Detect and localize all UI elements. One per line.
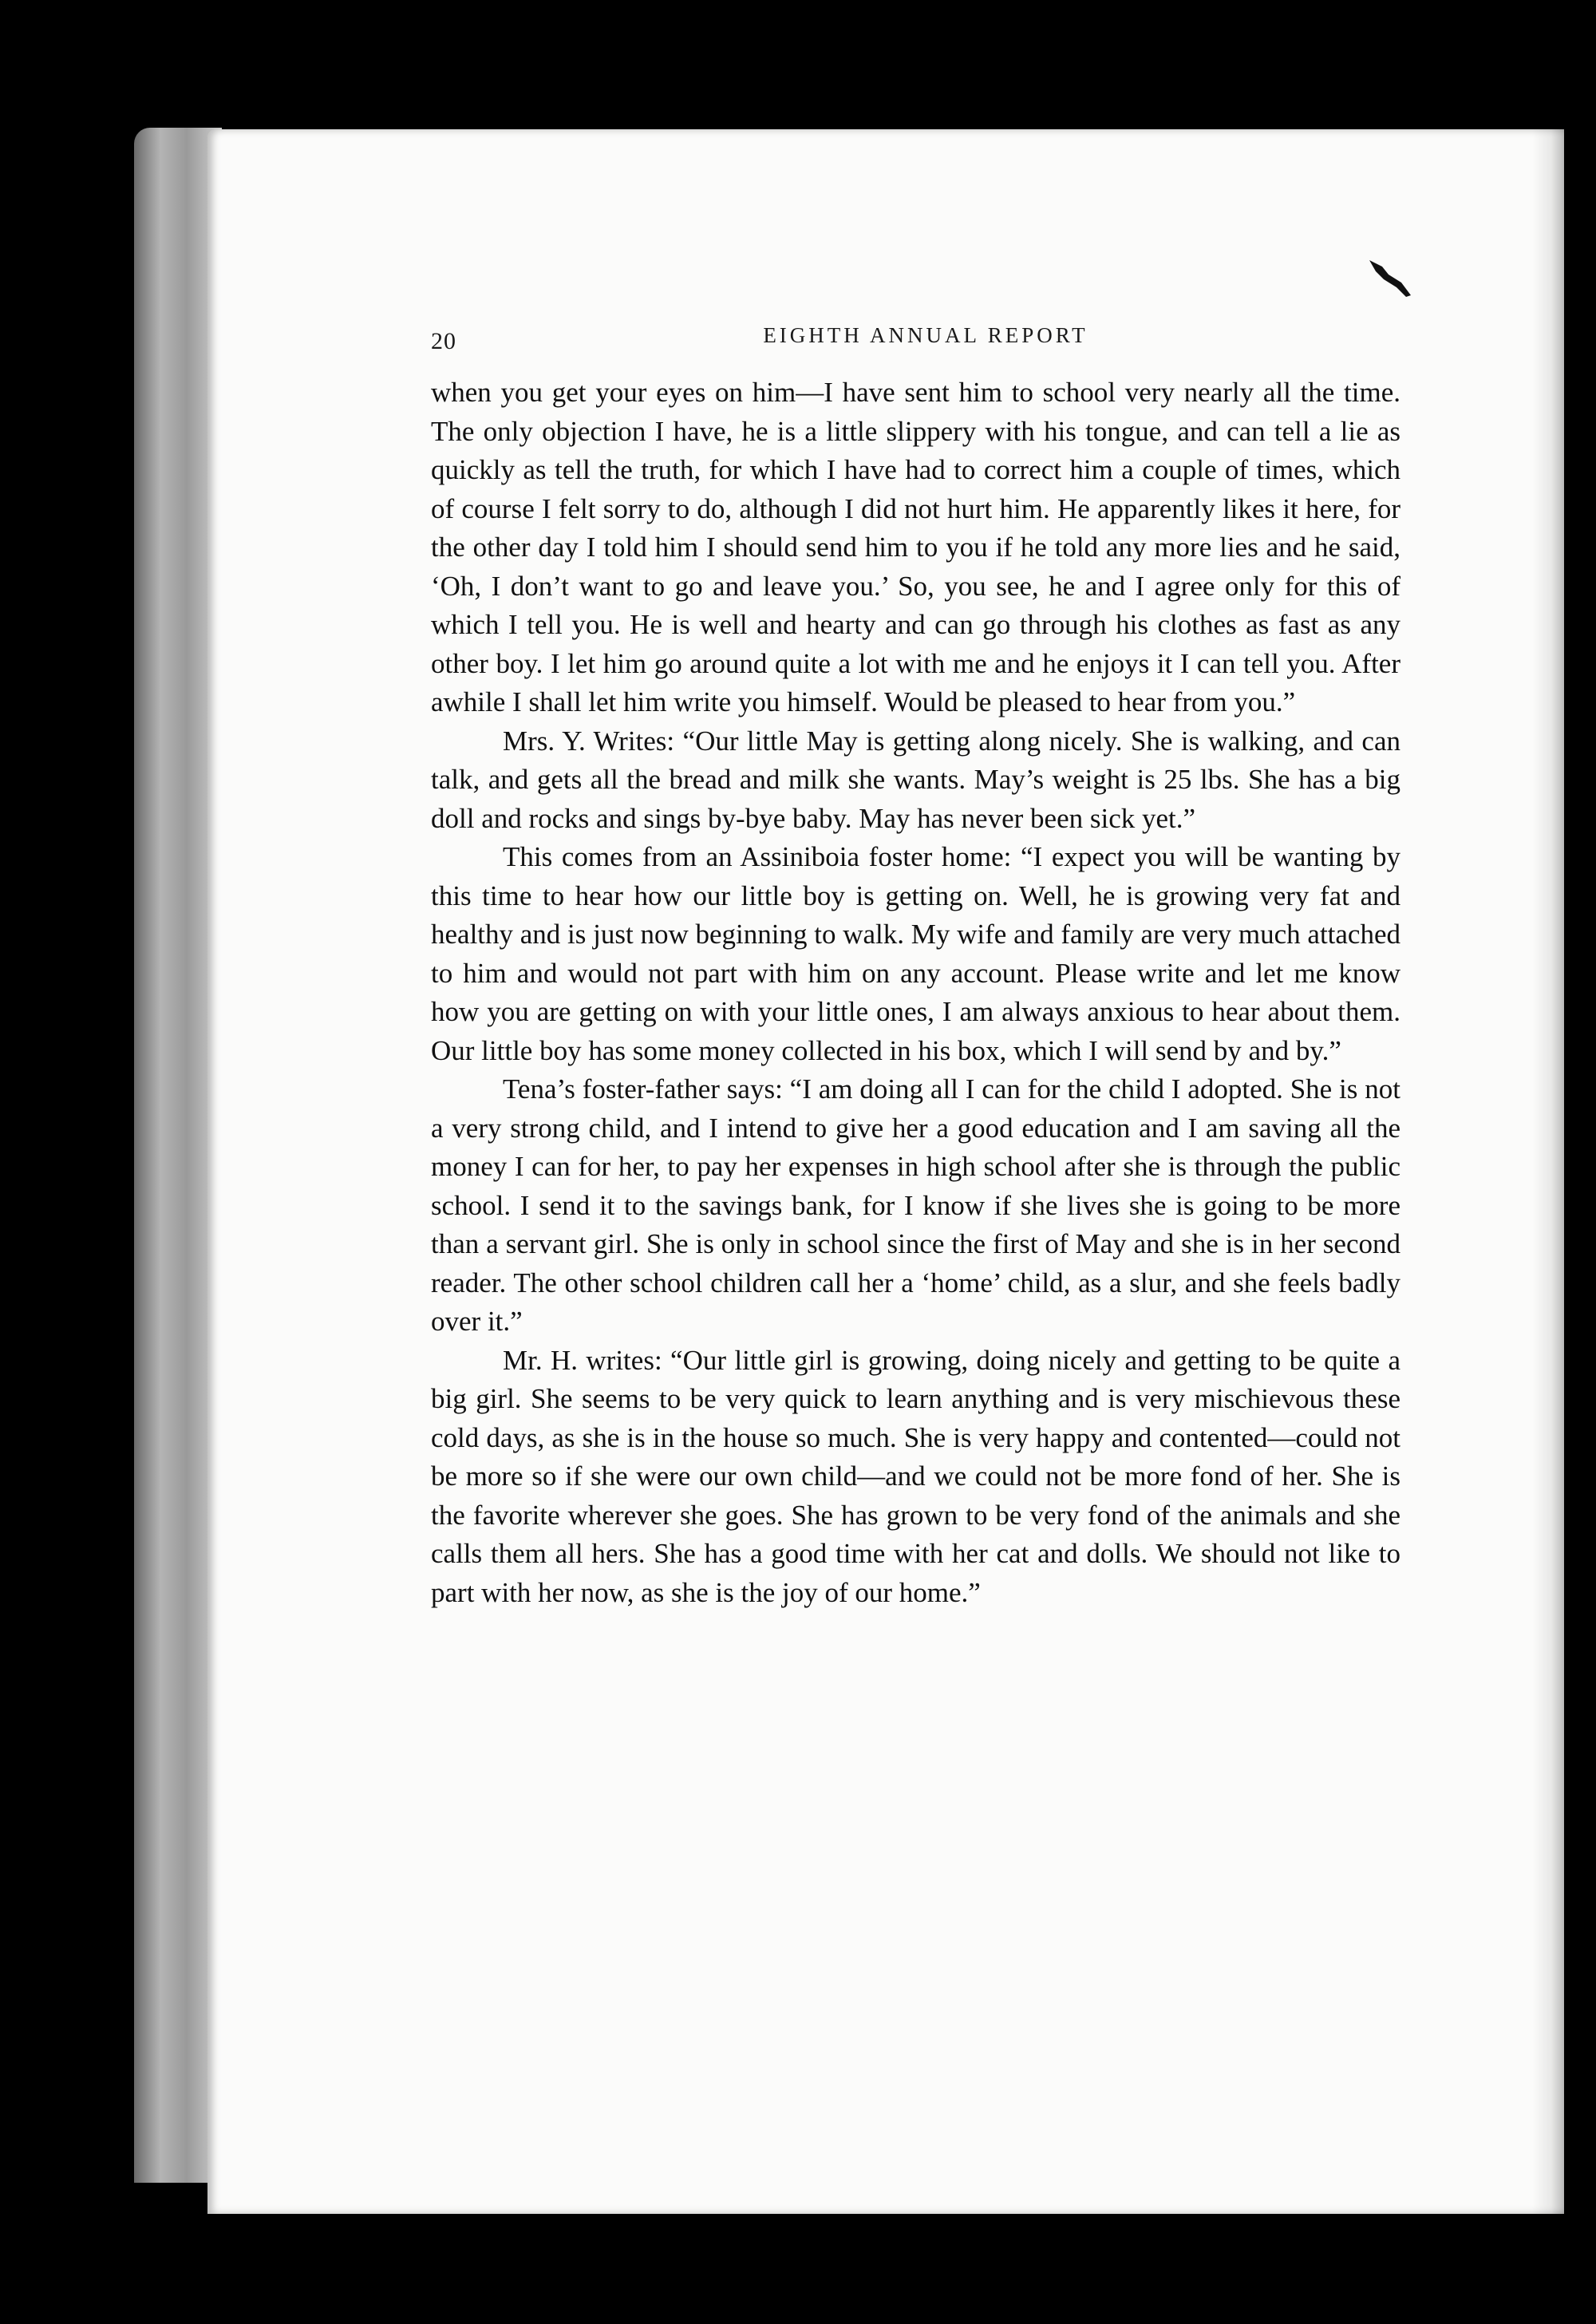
- page-shadow: [1532, 129, 1564, 2214]
- page-number: 20: [431, 328, 456, 354]
- body-text: [431, 374, 1400, 1612]
- paragraph: Mr. H. writes: “Our little girl is growing, doing nicely and getting to be quite a big girl. She seems to be very quick to learn anything and is very mischievous these cold days, as she is in the house so much. She is very happy and contented—could not be more so if she were our own child—and we could not be more fond of her. She is the favorite wherever she goes. She has grown to be very fond of the animals and she calls them all hers. She has a good time with her cat and dolls. We should not like to part with her now, as she is the joy of our home.”: [431, 1344, 1400, 1608]
- running-head: [431, 323, 1468, 362]
- ink-mark-icon: [1365, 255, 1420, 303]
- paragraph: when you get your eyes on him—I have sent him to school very nearly all the time. The only objection I have, he is a little slippery with his tongue, and can tell a lie as quickly as tell the truth, for which I have had to correct him a couple of times, which of course I felt sorry to do, although I did not hurt him. He apparently likes it here, for the other day I told him I should send him to you if he told any more lies and he said, ‘Oh, I don’t want to go and leave you.’ So, you see, he and I agree only for this of which I tell you. He is well and hearty and can go through his clothes as fast as any other boy. I let him go around quite a lot with me and he enjoys it I can tell you. After awhile I shall let him write you himself. Would be pleased to hear from you.”: [431, 377, 1400, 717]
- paragraph: Tena’s foster-father says: “I am doing all I can for the child I adopted. She is not a very strong child, and I intend to give her a good education and I am saving all the money I can for her, to pay her expenses in high school after she is through the public school. I send it to the savings bank, for I know if she lives she is going to be more than a servant girl. She is only in school since the first of May and she is in her second reader. The other school children call her a ‘home’ child, as a slur, and she feels badly over it.”: [431, 1073, 1400, 1337]
- page-title: EIGHTH ANNUAL REPORT: [763, 323, 1088, 347]
- paragraph: Mrs. Y. Writes: “Our little May is getting along nicely. She is walking, and can talk, and gets all the bread and milk she wants. May’s weight is 25 lbs. She has a big doll and rocks and sings by-bye baby. May has never been sick yet.”: [431, 725, 1400, 834]
- paragraph: This comes from an Assiniboia foster home: “I expect you will be wanting by this time to hear how our little boy is getting on. Well, he is growing very fat and healthy and is just now beginning to walk. My wife and family are very much attached to him and would not part with him on any account. Please write and let me know how you are getting on with your little ones, I am always anxious to hear about them. Our little boy has some money collected in his box, which I will send by and by.”: [431, 841, 1400, 1066]
